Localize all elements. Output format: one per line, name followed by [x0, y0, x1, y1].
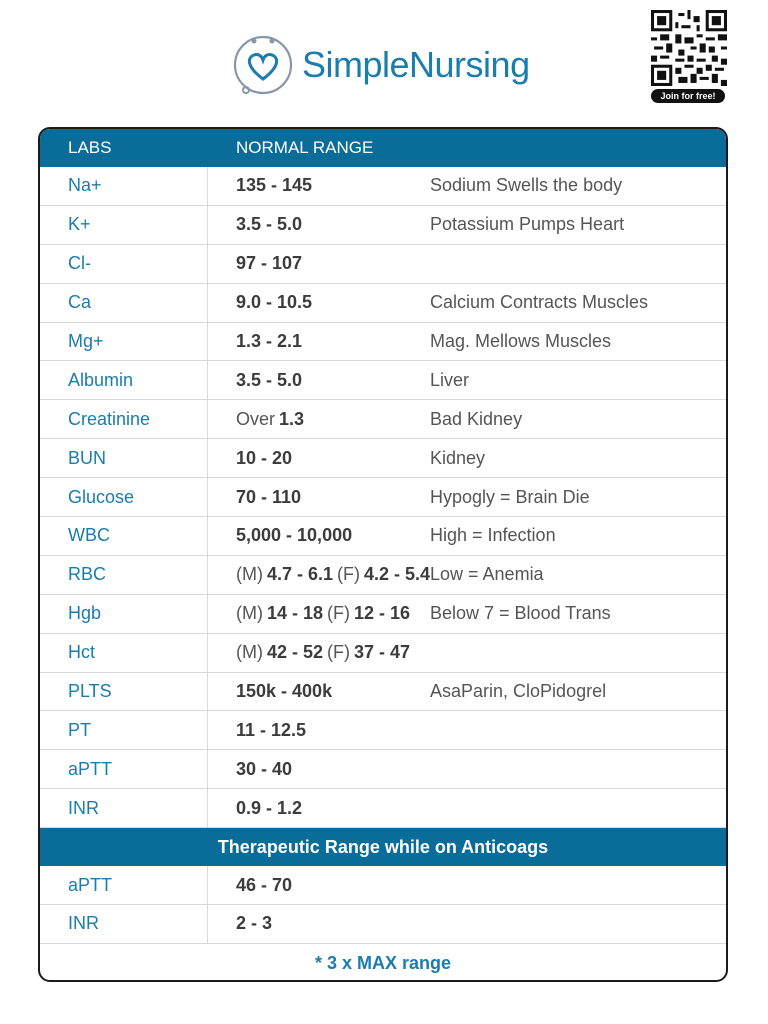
normal-range	[208, 595, 430, 633]
mnemonic-note: Kidney	[430, 447, 486, 468]
range-value: 5,000 - 10,000	[236, 525, 353, 546]
normal-range	[208, 556, 430, 594]
normal-range	[208, 206, 430, 244]
range-value: 30 - 40	[236, 758, 293, 779]
lab-name: Glucose	[40, 478, 208, 516]
join-for-free-label[interactable]: Join for free!	[651, 89, 725, 103]
table-row	[40, 284, 726, 323]
range-prefix: Over	[236, 408, 276, 429]
normal-range	[208, 245, 430, 283]
mnemonic-note: Mag. Mellows Muscles	[430, 331, 612, 351]
mnemonic-note: High = Infection	[430, 525, 556, 546]
range-value: 11 - 12.5	[236, 719, 307, 740]
range-value: 1.3 - 2.1	[236, 331, 303, 351]
normal-range	[208, 673, 430, 711]
male-range: 42 - 52	[266, 642, 324, 663]
therapeutic-range-header: Therapeutic Range while on Anticoags	[40, 828, 726, 866]
table-row	[40, 439, 726, 478]
mnemonic-note: Hypogly = Brain Die	[430, 486, 590, 507]
mnemonic-note: Calcium Contracts Muscles	[430, 292, 649, 313]
mnemonic-note: Below 7 = Blood Trans	[430, 603, 611, 624]
brand-logo	[232, 32, 530, 98]
labs-table	[38, 127, 728, 982]
stethoscope-heart-icon	[232, 34, 294, 96]
header-labs: LABS	[68, 138, 112, 157]
range-value: 46 - 70	[236, 874, 293, 895]
female-range: 12 - 16	[354, 603, 411, 624]
range-value: 10 - 20	[236, 447, 293, 468]
table-header	[40, 129, 726, 167]
table-row	[40, 750, 726, 789]
range-value: 150k - 400k	[236, 681, 333, 702]
lab-name: Na+	[40, 167, 208, 205]
lab-name: Hgb	[40, 595, 208, 633]
lab-name: Mg+	[40, 323, 208, 361]
normal-range	[208, 284, 430, 322]
table-row	[40, 361, 726, 400]
normal-range	[208, 167, 430, 205]
female-label: (F)	[327, 603, 351, 624]
range-value: 3.5 - 5.0	[236, 214, 303, 235]
normal-range	[208, 478, 430, 516]
table-row	[40, 634, 726, 673]
therapeutic-table-body	[40, 866, 726, 944]
lab-name: Albumin	[40, 361, 208, 399]
lab-name: aPTT	[40, 750, 208, 788]
normal-range	[208, 789, 430, 827]
lab-name: RBC	[40, 556, 208, 594]
table-row	[40, 905, 726, 944]
normal-range	[208, 400, 430, 438]
therapeutic-range	[208, 866, 430, 904]
female-range: 4.2 - 5.4	[364, 564, 431, 585]
range-value: 9.0 - 10.5	[236, 292, 313, 313]
table-row	[40, 673, 726, 712]
therapeutic-range	[208, 905, 430, 943]
lab-name: Cl-	[40, 245, 208, 283]
range-value: 3.5 - 5.0	[236, 369, 303, 390]
table-row	[40, 478, 726, 517]
normal-range	[208, 711, 430, 749]
header-normal-range: NORMAL RANGE	[236, 138, 374, 157]
normal-range	[208, 439, 430, 477]
normal-range	[208, 323, 430, 361]
normal-range	[208, 634, 430, 672]
brand-name: SimpleNursing	[302, 44, 530, 85]
lab-name: PLTS	[40, 673, 208, 711]
mnemonic-note: Sodium Swells the body	[430, 175, 623, 196]
male-label: (M)	[236, 642, 263, 663]
table-row	[40, 245, 726, 284]
male-range: 4.7 - 6.1	[266, 564, 334, 585]
mnemonic-note: AsaParin, CloPidogrel	[430, 681, 607, 702]
female-range: 37 - 47	[354, 642, 411, 663]
female-label: (F)	[337, 564, 361, 585]
table-row	[40, 323, 726, 362]
range-value: 0.9 - 1.2	[236, 797, 303, 818]
footer-note: * 3 x MAX range	[314, 952, 452, 973]
table-row	[40, 517, 726, 556]
normal-range	[208, 750, 430, 788]
male-label: (M)	[236, 603, 263, 624]
table-row	[40, 711, 726, 750]
range-value: 97 - 107	[236, 253, 303, 274]
table-row	[40, 167, 726, 206]
lab-name: BUN	[40, 439, 208, 477]
qr-code[interactable]	[651, 10, 727, 103]
table-row	[40, 400, 726, 439]
normal-range	[208, 517, 430, 555]
male-label: (M)	[236, 564, 263, 585]
table-row	[40, 556, 726, 595]
range-value: 70 - 110	[236, 486, 302, 507]
lab-name: K+	[40, 206, 208, 244]
range-value: 135 - 145	[236, 175, 313, 196]
range-value: 2 - 3	[236, 913, 273, 934]
lab-name: Ca	[40, 284, 208, 322]
lab-name: Hct	[40, 634, 208, 672]
male-range: 14 - 18	[266, 603, 324, 624]
table-body	[40, 167, 726, 828]
mnemonic-note: Potassium Pumps Heart	[430, 214, 625, 235]
table-row	[40, 595, 726, 634]
mnemonic-note: Liver	[430, 369, 470, 390]
range-value: 1.3	[279, 408, 305, 429]
lab-name: WBC	[40, 517, 208, 555]
lab-name: aPTT	[40, 866, 208, 904]
lab-name: PT	[40, 711, 208, 749]
table-row	[40, 866, 726, 905]
mnemonic-note: Bad Kidney	[430, 408, 523, 429]
qr-code-icon	[651, 10, 727, 86]
table-row	[40, 206, 726, 245]
lab-name: Creatinine	[40, 400, 208, 438]
normal-range	[208, 361, 430, 399]
table-row	[40, 789, 726, 828]
mnemonic-note: Low = Anemia	[430, 564, 544, 585]
female-label: (F)	[327, 642, 351, 663]
lab-name: INR	[40, 905, 208, 943]
lab-name: INR	[40, 789, 208, 827]
